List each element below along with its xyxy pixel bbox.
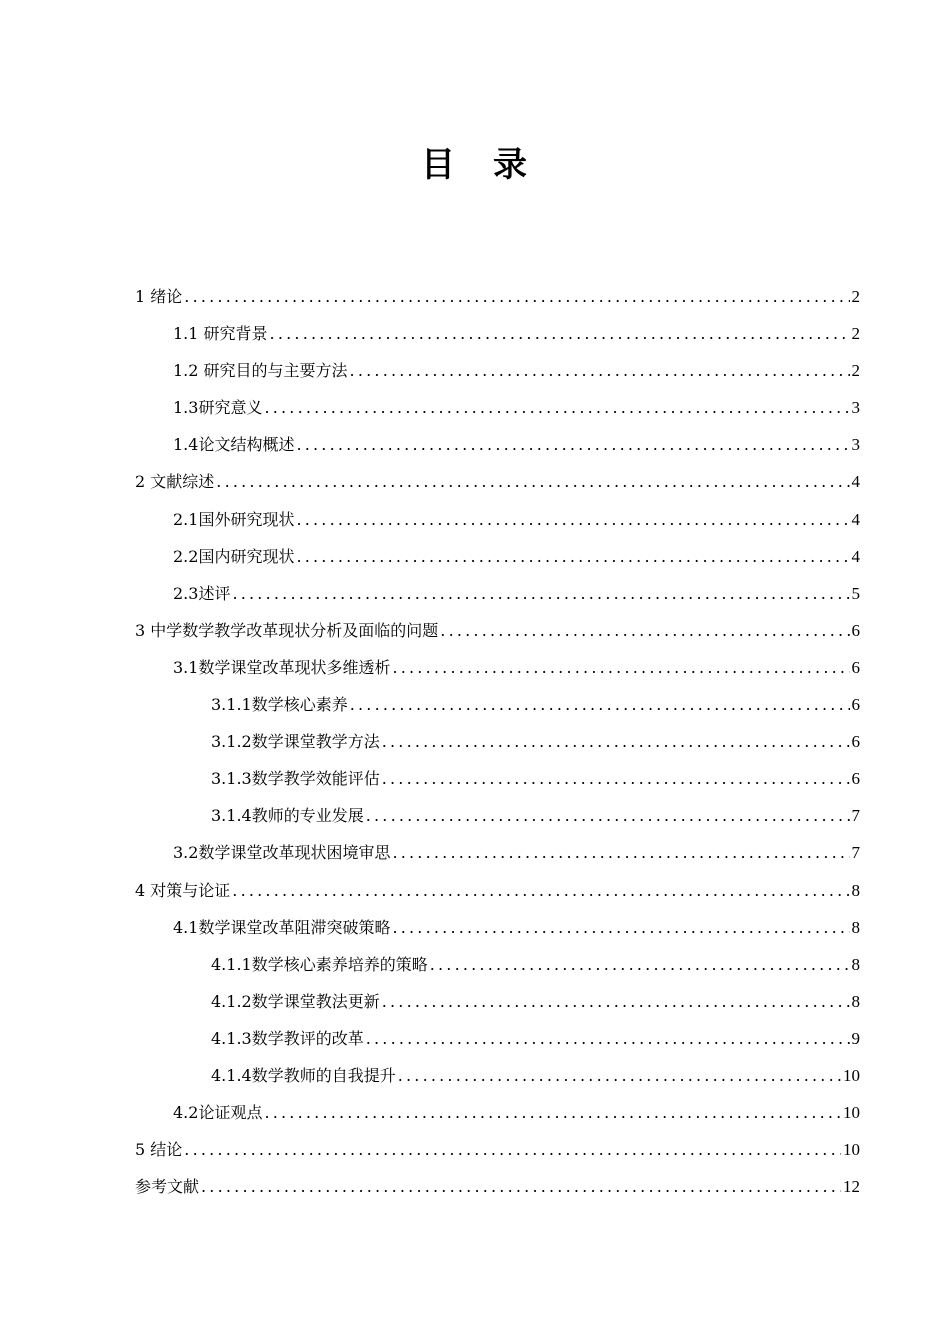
toc-leader-dots	[232, 577, 849, 611]
toc-entry[interactable]	[135, 465, 860, 502]
toc-entry[interactable]	[135, 1170, 860, 1207]
toc-page-number: 7	[851, 806, 860, 826]
toc-entry[interactable]	[135, 874, 860, 911]
toc-leader-dots	[216, 465, 849, 499]
toc-entry-label: 4.1.1数学核心素养培养的策略	[211, 954, 428, 974]
toc-leader-dots	[350, 688, 850, 722]
toc-entry-label: 4.1.4数学教师的自我提升	[211, 1065, 396, 1085]
toc-leader-dots	[366, 1022, 850, 1056]
toc-leader-dots	[296, 428, 849, 462]
toc-page-number: 8	[851, 917, 860, 937]
toc-entry[interactable]	[135, 503, 860, 540]
toc-entry-label: 4.1.2数学课堂教法更新	[211, 991, 380, 1011]
toc-leader-dots	[350, 354, 850, 388]
toc-page-number: 8	[851, 880, 860, 900]
toc-page-number: 3	[851, 435, 860, 455]
toc-page-number: 7	[851, 843, 860, 863]
toc-entry[interactable]	[135, 762, 860, 799]
toc-entry-label: 4.1.3数学教评的改革	[211, 1028, 364, 1048]
toc-entry[interactable]	[135, 651, 860, 688]
toc-entry[interactable]	[135, 985, 860, 1022]
toc-entry[interactable]	[135, 836, 860, 873]
toc-leader-dots	[201, 1170, 841, 1204]
toc-entry-label: 4.1数学课堂改革阻滞突破策略	[173, 917, 391, 937]
toc-entry[interactable]	[135, 354, 860, 391]
toc-leader-dots	[232, 874, 849, 908]
toc-entry[interactable]	[135, 688, 860, 725]
toc-entry-label: 3.1.1数学核心素养	[211, 695, 348, 715]
toc-page-number: 10	[843, 1103, 860, 1123]
toc-entry[interactable]	[135, 317, 860, 354]
toc-entry[interactable]	[135, 280, 860, 317]
page-title: 目 录	[421, 145, 529, 185]
toc-leader-dots	[398, 1059, 841, 1093]
toc-leader-dots	[296, 503, 849, 537]
toc-entry-label: 1.2 研究目的与主要方法	[173, 361, 348, 381]
toc-entry[interactable]	[135, 428, 860, 465]
toc-page-number: 2	[851, 287, 860, 306]
toc-leader-dots	[382, 985, 850, 1019]
toc-entry[interactable]	[135, 1059, 860, 1096]
toc-page-number: 2	[851, 324, 860, 344]
toc-leader-dots	[184, 280, 849, 314]
toc-leader-dots	[366, 799, 850, 833]
toc-entry-label: 3.1.2数学课堂教学方法	[211, 732, 380, 752]
toc-page-number: 3	[851, 398, 860, 418]
toc-page-number: 6	[851, 732, 860, 752]
toc-leader-dots	[264, 391, 849, 425]
toc-page-number: 4	[851, 472, 860, 492]
toc-entry-label: 4.2论证观点	[173, 1103, 263, 1123]
toc-entry-label: 2.2国内研究现状	[173, 546, 295, 566]
toc-page-number: 10	[843, 1065, 860, 1085]
toc-leader-dots	[270, 317, 850, 351]
table-of-contents	[135, 280, 860, 1207]
toc-entry[interactable]	[135, 1022, 860, 1059]
toc-entry-label: 3.1.4教师的专业发展	[211, 806, 364, 826]
toc-entry-label: 1.4论文结构概述	[173, 435, 295, 455]
toc-leader-dots	[264, 1096, 841, 1130]
toc-entry-label: 1.3研究意义	[173, 398, 263, 418]
toc-page-number: 8	[851, 991, 860, 1011]
toc-entry[interactable]	[135, 948, 860, 985]
toc-entry-label: 3.1数学课堂改革现状多维透析	[173, 657, 391, 677]
toc-entry[interactable]	[135, 799, 860, 836]
toc-entry[interactable]	[135, 391, 860, 428]
toc-page-number: 4	[851, 509, 860, 529]
toc-page-number: 2	[851, 361, 860, 381]
toc-page-number: 8	[851, 954, 860, 974]
toc-entry-label: 1 绪论	[135, 287, 183, 306]
toc-entry-label: 2.1国外研究现状	[173, 509, 295, 529]
toc-entry[interactable]	[135, 725, 860, 762]
toc-leader-dots	[392, 836, 849, 870]
toc-entry[interactable]	[135, 1133, 860, 1170]
toc-leader-dots	[296, 540, 849, 574]
toc-page-number: 12	[843, 1177, 860, 1197]
toc-leader-dots	[430, 948, 850, 982]
toc-entry-label: 2.3述评	[173, 583, 231, 603]
toc-page-number: 6	[851, 769, 860, 789]
toc-leader-dots	[382, 725, 850, 759]
toc-leader-dots	[382, 762, 850, 796]
toc-entry[interactable]	[135, 911, 860, 948]
toc-page-number: 4	[851, 546, 860, 566]
toc-entry[interactable]	[135, 1096, 860, 1133]
toc-page-number: 6	[851, 695, 860, 715]
toc-page-number: 6	[851, 620, 860, 640]
toc-entry-label: 3.2数学课堂改革现状困境审思	[173, 843, 391, 863]
toc-entry[interactable]	[135, 540, 860, 577]
toc-leader-dots	[440, 614, 849, 648]
toc-page-number: 6	[851, 657, 860, 677]
toc-page-number: 5	[851, 583, 860, 603]
toc-page-number: 10	[843, 1140, 860, 1160]
toc-leader-dots	[392, 911, 849, 945]
toc-entry[interactable]	[135, 577, 860, 614]
toc-entry-label: 3 中学数学教学改革现状分析及面临的问题	[135, 620, 439, 640]
toc-leader-dots	[184, 1133, 841, 1167]
toc-entry-label: 2 文献综述	[135, 472, 215, 492]
toc-entry-label: 1.1 研究背景	[173, 324, 268, 344]
toc-entry-label: 4 对策与论证	[135, 880, 231, 900]
toc-page-number: 9	[851, 1028, 860, 1048]
toc-entry-label: 3.1.3数学教学效能评估	[211, 769, 380, 789]
toc-entry[interactable]	[135, 614, 860, 651]
toc-entry-label: 参考文献	[135, 1177, 200, 1197]
toc-entry-label: 5 结论	[135, 1140, 183, 1160]
toc-leader-dots	[392, 651, 849, 685]
